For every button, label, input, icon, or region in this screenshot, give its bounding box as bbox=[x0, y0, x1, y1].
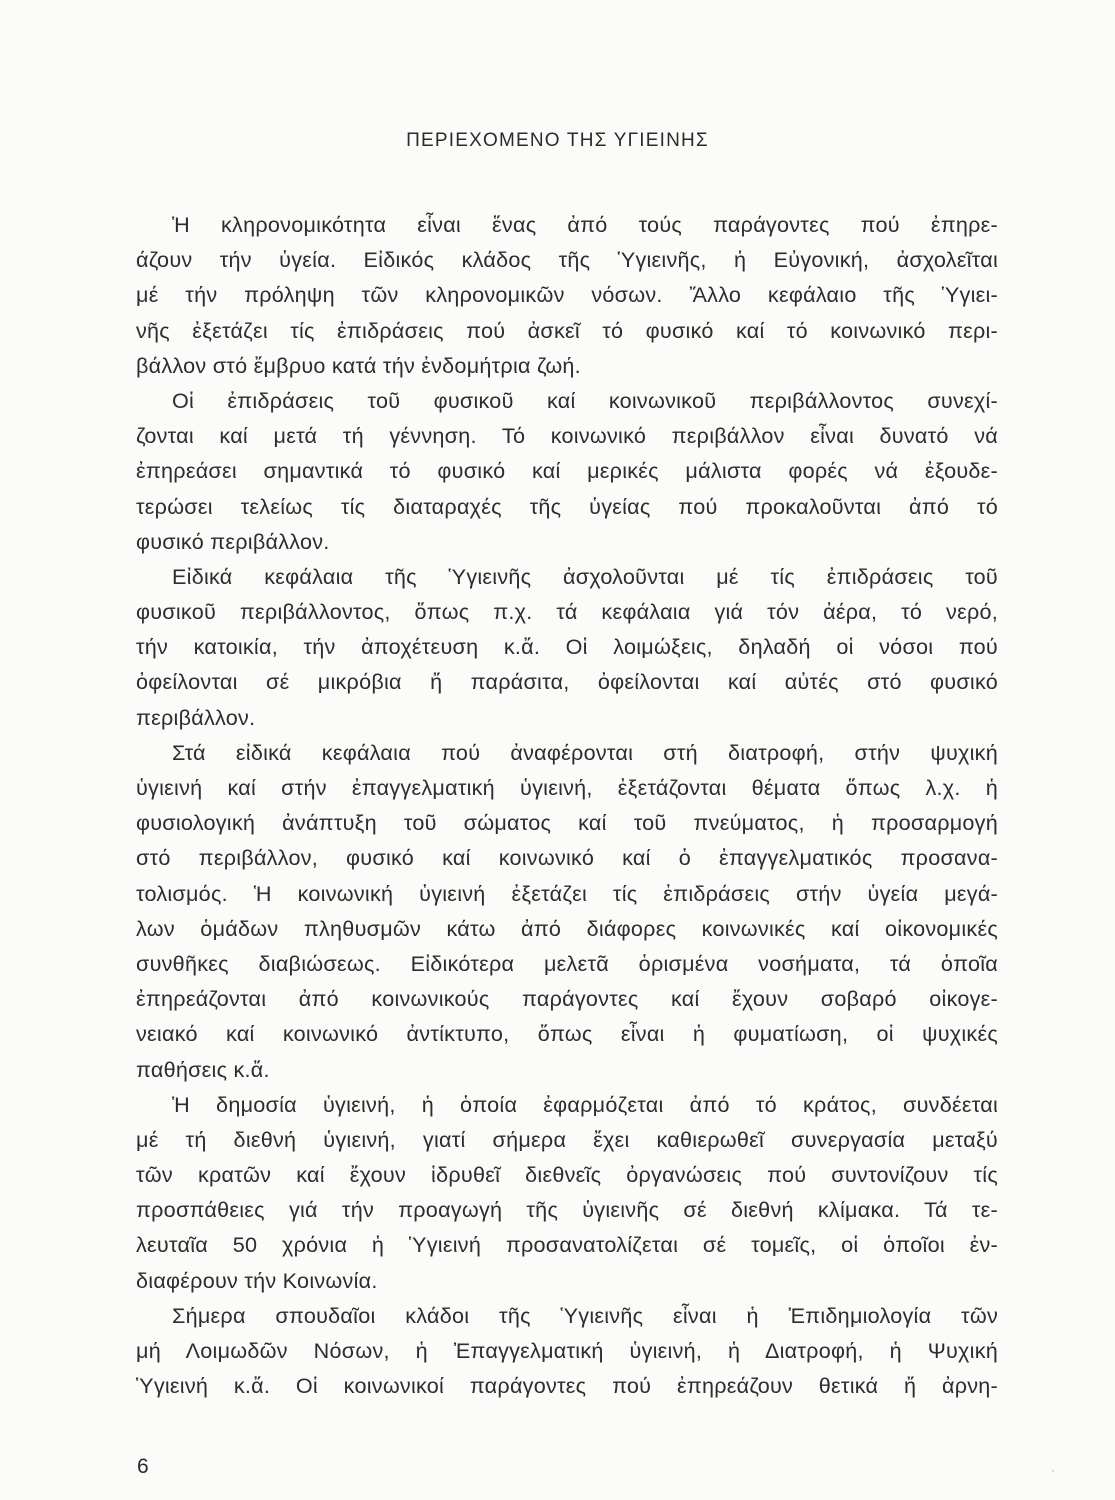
text-line: τῶν κρατῶν καί ἔχουν ἱδρυθεῖ διεθνεῖς ὀργανώσεις πού συντονίζουν τίς bbox=[136, 1162, 998, 1188]
text-line: Σήμερα σπουδαῖοι κλάδοι τῆς Ὑγιεινῆς εἶναι ἡ Ἐπιδημιολογία τῶν bbox=[172, 1302, 998, 1328]
text-line: τερώσει τελείως τίς διαταραχές τῆς ὑγείας πού προκαλοῦνται ἀπό τό bbox=[136, 493, 998, 519]
text-line: Ἡ κληρονομικότητα εἶναι ἕνας ἀπό τούς παράγοντες πού ἐπηρε- bbox=[172, 212, 998, 237]
text-line: προσπάθειες γιά τήν προαγωγή τῆς ὑγιεινῆς σέ διεθνή κλίμακα. Τά τε- bbox=[136, 1197, 998, 1223]
text-line: ὀφείλονται σέ μικρόβια ἤ παράσιτα, ὀφείλονται καί αὐτές στό φυσικό bbox=[136, 669, 998, 695]
page-number: 6 bbox=[137, 1455, 149, 1478]
text-line: μέ τήν πρόληψη τῶν κληρονομικῶν νόσων. Ἄλλο κεφάλαιο τῆς Ὑγιει- bbox=[136, 282, 998, 308]
text-line: μέ τή διεθνή ὑγιεινή, γιατί σήμερα ἔχει καθιερωθεῖ συνεργασία μεταξύ bbox=[136, 1126, 998, 1152]
text-line: Οἱ ἐπιδράσεις τοῦ φυσικοῦ καί κοινωνικοῦ περιβάλλοντος συνεχί- bbox=[172, 387, 998, 413]
page-mark: · bbox=[1051, 1463, 1055, 1477]
text-line: λευταῖα 50 χρόνια ἡ Ὑγιεινή προσανατολίζεται σέ τομεῖς, οἱ ὁποῖοι ἐν- bbox=[136, 1232, 998, 1258]
text-line: Ἡ δημοσία ὑγιεινή, ἡ ὁποία ἐφαρμόζεται ἀπό τό κράτος, συνδέεται bbox=[172, 1091, 998, 1117]
text-line: λων ὁμάδων πληθυσμῶν κάτω ἀπό διάφορες κοινωνικές καί οἰκονομικές bbox=[136, 915, 998, 941]
text-line: Στά εἰδικά κεφάλαια πού ἀναφέρονται στή διατροφή, στήν ψυχική bbox=[172, 739, 998, 765]
text-line: Ὑγιεινή κ.ἄ. Οἱ κοινωνικοί παράγοντες πού ἐπηρεάζουν θετικά ἤ ἀρνη- bbox=[136, 1373, 998, 1399]
text-line: παθήσεις κ.ἄ. bbox=[136, 1056, 270, 1082]
text-line: περιβάλλον. bbox=[136, 704, 256, 730]
text-line: ἐπηρεάσει σημαντικά τό φυσικό καί μερικές μάλιστα φορές νά ἐξουδε- bbox=[136, 458, 998, 484]
text-line: νῆς ἐξετάζει τίς ἐπιδράσεις πού ἀσκεῖ τό φυσικό καί τό κοινωνικό περι- bbox=[136, 317, 998, 343]
text-line: φυσιολογική ἀνάπτυξη τοῦ σώματος καί τοῦ πνεύματος, ἡ προσαρμογή bbox=[136, 810, 998, 836]
text-line: ἐπηρεάζονται ἀπό κοινωνικούς παράγοντες καί ἔχουν σοβαρό οἰκογε- bbox=[136, 986, 998, 1012]
text-line: νειακό καί κοινωνικό ἀντίκτυπο, ὅπως εἶναι ἡ φυματίωση, οἱ ψυχικές bbox=[136, 1021, 998, 1047]
body-text bbox=[136, 207, 998, 1403]
text-line: μή Λοιμωδῶν Νόσων, ἡ Ἐπαγγελματική ὑγιεινή, ἡ Διατροφή, ἡ Ψυχική bbox=[136, 1338, 998, 1363]
page-title: ΠΕΡΙΕΧΟΜΕΝΟ ΤΗΣ ΥΓΙΕΙΝΗΣ bbox=[406, 130, 709, 151]
text-line: ὑγιεινή καί στήν ἐπαγγελματική ὑγιεινή, ἐξετάζονται θέματα ὅπως λ.χ. ἡ bbox=[136, 775, 998, 800]
text-line: Εἰδικά κεφάλαια τῆς Ὑγιεινῆς ἀσχολοῦνται μέ τίς ἐπιδράσεις τοῦ bbox=[172, 563, 998, 589]
text-line: φυσικοῦ περιβάλλοντος, ὅπως π.χ. τά κεφάλαια γιά τόν ἀέρα, τό νερό, bbox=[136, 599, 998, 625]
text-line: τήν κατοικία, τήν ἀποχέτευση κ.ἄ. Οἱ λοιμώξεις, δηλαδή οἱ νόσοι πού bbox=[136, 634, 998, 660]
text-line: διαφέρουν τήν Κοινωνία. bbox=[136, 1267, 378, 1293]
text-line: συνθῆκες διαβιώσεως. Εἰδικότερα μελετᾶ ὁρισμένα νοσήματα, τά ὁποῖα bbox=[136, 950, 998, 976]
text-line: βάλλον στό ἔμβρυο κατά τήν ἐνδομήτρια ζωή. bbox=[136, 352, 581, 378]
text-line: φυσικό περιβάλλον. bbox=[136, 528, 330, 554]
text-line: στό περιβάλλον, φυσικό καί κοινωνικό καί ὁ ἐπαγγελματικός προσανα- bbox=[136, 845, 998, 871]
text-line: τολισμός. Ἡ κοινωνική ὑγιεινή ἐξετάζει τίς ἐπιδράσεις στήν ὑγεία μεγά- bbox=[136, 880, 998, 906]
text-line: άζουν τήν ὑγεία. Εἰδικός κλάδος τῆς Ὑγιεινῆς, ἡ Εὐγονική, ἀσχολεῖται bbox=[136, 247, 998, 273]
text-line: ζονται καί μετά τή γέννηση. Τό κοινωνικό περιβάλλον εἶναι δυνατό νά bbox=[136, 423, 998, 449]
